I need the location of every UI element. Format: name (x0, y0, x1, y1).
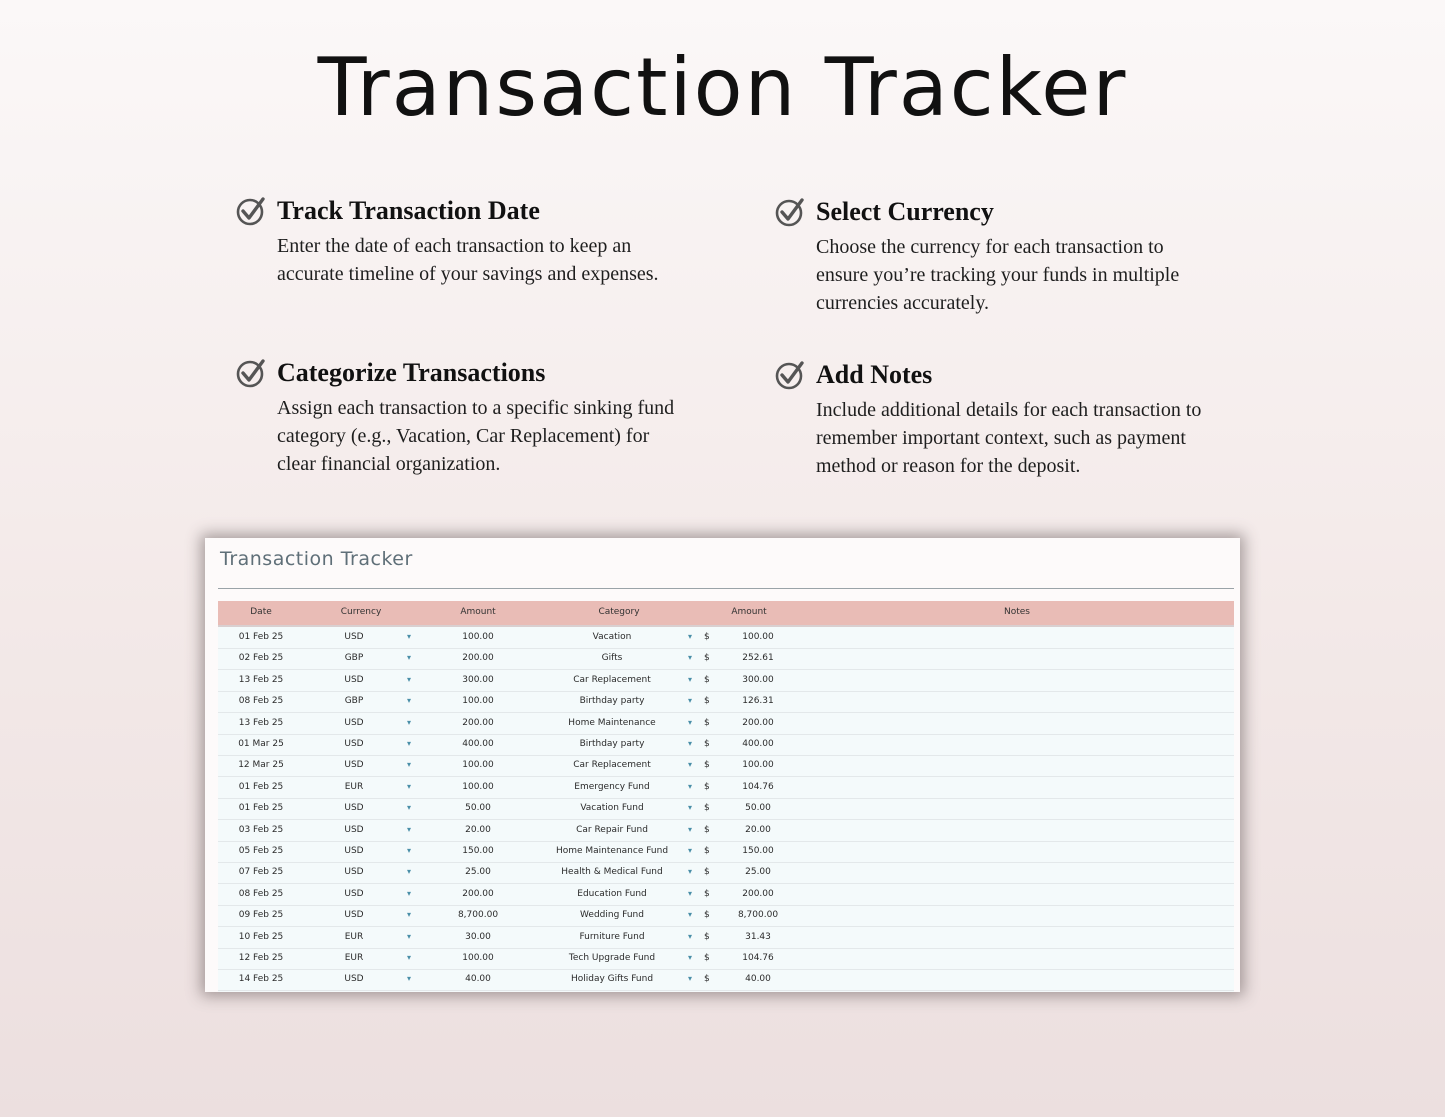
cell-converted-amount: 8,700.00 (737, 910, 779, 921)
column-header-currency: Currency (340, 607, 382, 617)
cell-category[interactable]: Car Repair Fund (576, 824, 648, 835)
cell-converted-amount: 200.00 (742, 717, 774, 728)
table-row (218, 648, 1234, 670)
cell-currency[interactable]: USD (344, 803, 364, 814)
cell-amount[interactable]: 25.00 (465, 867, 491, 878)
caret-down-icon[interactable]: ▾ (688, 696, 693, 706)
caret-down-icon[interactable]: ▾ (407, 953, 412, 962)
cell-currency[interactable]: USD (344, 910, 364, 921)
cell-currency[interactable]: USD (344, 717, 364, 728)
cell-date[interactable]: 08 Feb 25 (238, 696, 284, 707)
caret-down-icon[interactable]: ▾ (688, 717, 693, 727)
table-row (218, 670, 1234, 692)
table-row (218, 627, 1234, 649)
caret-down-icon[interactable]: ▾ (688, 632, 693, 641)
cell-currency-symbol: $ (704, 953, 710, 963)
cell-converted-amount: 31.43 (745, 931, 771, 942)
cell-date[interactable]: 05 Feb 25 (238, 846, 284, 856)
table-row (218, 969, 1234, 991)
caret-down-icon[interactable]: ▾ (407, 760, 412, 770)
cell-amount[interactable]: 100.00 (462, 696, 494, 707)
cell-converted-amount: 104.76 (742, 781, 774, 792)
feature-heading: Select Currency (816, 197, 994, 226)
caret-down-icon[interactable]: ▾ (407, 888, 412, 898)
cell-currency-symbol: $ (704, 910, 710, 921)
cell-category[interactable]: Home Maintenance Fund (555, 846, 669, 856)
column-header-amount: Amount (460, 607, 496, 617)
cell-currency[interactable]: USD (344, 760, 364, 771)
caret-down-icon[interactable]: ▾ (688, 824, 693, 834)
caret-down-icon[interactable]: ▾ (688, 739, 693, 748)
cell-amount[interactable]: 100.00 (462, 632, 494, 642)
cell-date[interactable]: 01 Feb 25 (238, 803, 284, 814)
caret-down-icon[interactable]: ▾ (688, 846, 693, 855)
cell-category[interactable]: Holiday Gifts Fund (570, 974, 654, 985)
table-row (218, 927, 1234, 949)
table-row (218, 905, 1234, 927)
cell-converted-amount: 300.00 (742, 674, 774, 685)
cell-currency[interactable]: USD (344, 846, 364, 856)
caret-down-icon[interactable]: ▾ (688, 953, 693, 962)
cell-converted-amount: 40.00 (745, 974, 771, 985)
column-header-date: Date (250, 607, 272, 617)
table-body (218, 627, 1234, 992)
cell-category[interactable]: Birthday party (579, 696, 645, 707)
cell-category[interactable]: Emergency Fund (574, 781, 650, 792)
feature-heading: Add Notes (816, 360, 933, 389)
column-header-category: Category (598, 607, 640, 617)
caret-down-icon[interactable]: ▾ (407, 846, 412, 855)
sheet-divider (218, 588, 1234, 589)
cell-currency[interactable]: USD (344, 632, 364, 642)
feature-heading: Categorize Transactions (277, 358, 546, 387)
cell-date[interactable]: 01 Feb 25 (238, 632, 284, 642)
cell-currency-symbol: $ (704, 888, 710, 899)
cell-date[interactable]: 13 Feb 25 (238, 674, 284, 685)
caret-down-icon[interactable]: ▾ (407, 910, 412, 920)
table-row (218, 884, 1234, 906)
caret-down-icon[interactable]: ▾ (407, 739, 412, 748)
cell-currency-symbol: $ (704, 931, 710, 942)
cell-date[interactable]: 07 Feb 25 (238, 867, 284, 878)
cell-amount[interactable]: 20.00 (465, 824, 491, 835)
table-header (218, 601, 1234, 627)
cell-converted-amount: 20.00 (745, 824, 771, 835)
cell-amount[interactable]: 300.00 (462, 674, 494, 685)
cell-amount[interactable]: 200.00 (462, 717, 494, 728)
feature-body: Enter the date of each transaction to keep an accurate timeline of your savings and expenses. (277, 235, 659, 285)
cell-category[interactable]: Home Maintenance (568, 717, 656, 728)
cell-date[interactable]: 12 Feb 25 (238, 953, 284, 963)
check-circle-icon (236, 196, 266, 226)
cell-currency[interactable]: USD (344, 867, 364, 878)
check-circle-icon (775, 197, 805, 227)
caret-down-icon[interactable]: ▾ (688, 674, 693, 684)
table-row (218, 713, 1234, 735)
cell-amount[interactable]: 100.00 (462, 760, 494, 771)
cell-currency[interactable]: EUR (344, 931, 364, 942)
caret-down-icon[interactable]: ▾ (688, 888, 693, 898)
cell-currency[interactable]: EUR (344, 953, 364, 963)
table-row (218, 798, 1234, 820)
cell-currency[interactable]: EUR (344, 781, 364, 792)
cell-currency[interactable]: USD (344, 674, 364, 685)
cell-currency-symbol: $ (704, 824, 710, 835)
cell-currency[interactable]: GBP (344, 696, 364, 707)
cell-date[interactable]: 08 Feb 25 (238, 888, 284, 899)
cell-currency-symbol: $ (704, 803, 710, 814)
feature-body: Include additional details for each transaction to remember important context, such as payment method or reason for the deposit. (816, 399, 1202, 477)
cell-amount[interactable]: 400.00 (462, 739, 494, 749)
caret-down-icon[interactable]: ▾ (407, 696, 412, 706)
table-row (218, 734, 1234, 756)
cell-category[interactable]: Tech Upgrade Fund (568, 953, 656, 963)
caret-down-icon[interactable]: ▾ (688, 781, 693, 791)
caret-down-icon[interactable]: ▾ (688, 653, 693, 663)
table-row (218, 755, 1234, 777)
caret-down-icon[interactable]: ▾ (407, 974, 412, 984)
cell-converted-amount: 100.00 (742, 760, 774, 771)
cell-currency-symbol: $ (704, 846, 710, 856)
cell-currency-symbol: $ (704, 717, 710, 728)
caret-down-icon[interactable]: ▾ (688, 803, 693, 813)
cell-currency[interactable]: USD (344, 974, 364, 985)
cell-category[interactable]: Vacation Fund (580, 803, 644, 814)
feature-heading: Track Transaction Date (277, 196, 540, 225)
check-circle-icon (775, 360, 805, 390)
cell-category[interactable]: Furniture Fund (579, 931, 645, 942)
cell-currency[interactable]: USD (344, 824, 364, 835)
cell-converted-amount: 25.00 (745, 867, 771, 878)
cell-currency-symbol: $ (704, 781, 710, 792)
caret-down-icon[interactable]: ▾ (407, 717, 412, 727)
caret-down-icon[interactable]: ▾ (688, 974, 693, 984)
cell-currency-symbol: $ (704, 632, 710, 642)
cell-date[interactable]: 12 Mar 25 (238, 760, 284, 771)
caret-down-icon[interactable]: ▾ (407, 653, 412, 663)
cell-amount[interactable]: 200.00 (462, 653, 494, 664)
cell-date[interactable]: 02 Feb 25 (238, 653, 284, 664)
cell-category[interactable]: Wedding Fund (580, 910, 644, 921)
cell-currency[interactable]: USD (344, 888, 364, 899)
table-row (218, 948, 1234, 970)
cell-date[interactable]: 09 Feb 25 (238, 910, 284, 921)
table-row (218, 862, 1234, 884)
cell-date[interactable]: 14 Feb 25 (238, 974, 284, 985)
cell-category[interactable]: Vacation (592, 632, 632, 642)
cell-category[interactable]: Car Replacement (573, 674, 651, 685)
cell-converted-amount: 200.00 (742, 888, 774, 899)
cell-amount[interactable]: 150.00 (462, 846, 494, 856)
cell-amount[interactable]: 200.00 (462, 888, 494, 899)
cell-date[interactable]: 01 Mar 25 (238, 739, 284, 749)
caret-down-icon[interactable]: ▾ (688, 760, 693, 770)
cell-category[interactable]: Health & Medical Fund (561, 867, 663, 878)
caret-down-icon[interactable]: ▾ (407, 803, 412, 813)
cell-converted-amount: 150.00 (742, 846, 774, 856)
caret-down-icon[interactable]: ▾ (407, 781, 412, 791)
cell-category[interactable]: Birthday party (579, 739, 645, 749)
cell-converted-amount: 126.31 (742, 696, 774, 707)
column-header-notes: Notes (1004, 607, 1030, 617)
caret-down-icon[interactable]: ▾ (688, 867, 693, 877)
cell-currency[interactable]: USD (344, 739, 364, 749)
cell-amount[interactable]: 100.00 (462, 953, 494, 963)
caret-down-icon[interactable]: ▾ (407, 674, 412, 684)
cell-amount[interactable]: 8,700.00 (457, 910, 499, 921)
cell-date[interactable]: 13 Feb 25 (238, 717, 284, 728)
cell-currency-symbol: $ (704, 974, 710, 985)
check-circle-icon (236, 358, 266, 388)
feature-body: Choose the currency for each transaction to ensure you’re tracking your funds in multiple currencies accurately. (816, 236, 1180, 314)
cell-currency[interactable]: GBP (344, 653, 364, 664)
feature-body: Assign each transaction to a specific sinking fund category (e.g., Vacation, Car Replacement) for clear financial organization. (277, 397, 675, 475)
cell-currency-symbol: $ (704, 653, 710, 664)
cell-amount[interactable]: 100.00 (462, 781, 494, 792)
sheet-title: Transaction Tracker (220, 548, 413, 570)
caret-down-icon[interactable]: ▾ (407, 867, 412, 877)
cell-converted-amount: 400.00 (742, 739, 774, 749)
cell-amount[interactable]: 50.00 (465, 803, 491, 814)
cell-date[interactable]: 03 Feb 25 (238, 824, 284, 835)
cell-category[interactable]: Gifts (601, 653, 623, 664)
cell-category[interactable]: Education Fund (577, 888, 647, 899)
cell-converted-amount: 104.76 (742, 953, 774, 963)
table-row (218, 777, 1234, 799)
cell-currency-symbol: $ (704, 674, 710, 685)
cell-converted-amount: 50.00 (745, 803, 771, 814)
caret-down-icon[interactable]: ▾ (407, 632, 412, 641)
column-header-converted-amount: Amount (731, 607, 767, 617)
cell-currency-symbol: $ (704, 739, 710, 749)
cell-converted-amount: 252.61 (742, 653, 774, 664)
spreadsheet-preview (205, 538, 1240, 992)
cell-category[interactable]: Car Replacement (573, 760, 651, 771)
caret-down-icon[interactable]: ▾ (688, 910, 693, 920)
cell-amount[interactable]: 40.00 (465, 974, 491, 985)
cell-date[interactable]: 10 Feb 25 (238, 931, 284, 942)
caret-down-icon[interactable]: ▾ (688, 931, 693, 941)
cell-date[interactable]: 01 Feb 25 (238, 781, 284, 792)
cell-amount[interactable]: 30.00 (465, 931, 491, 942)
cell-currency-symbol: $ (704, 696, 710, 707)
cell-currency-symbol: $ (704, 867, 710, 878)
caret-down-icon[interactable]: ▾ (407, 824, 412, 834)
cell-converted-amount: 100.00 (742, 632, 774, 642)
table-row (218, 691, 1234, 713)
caret-down-icon[interactable]: ▾ (407, 931, 412, 941)
table-row (218, 841, 1234, 863)
cell-currency-symbol: $ (704, 760, 710, 771)
page-title: Transaction Tracker (317, 41, 1128, 134)
table-row (218, 820, 1234, 842)
